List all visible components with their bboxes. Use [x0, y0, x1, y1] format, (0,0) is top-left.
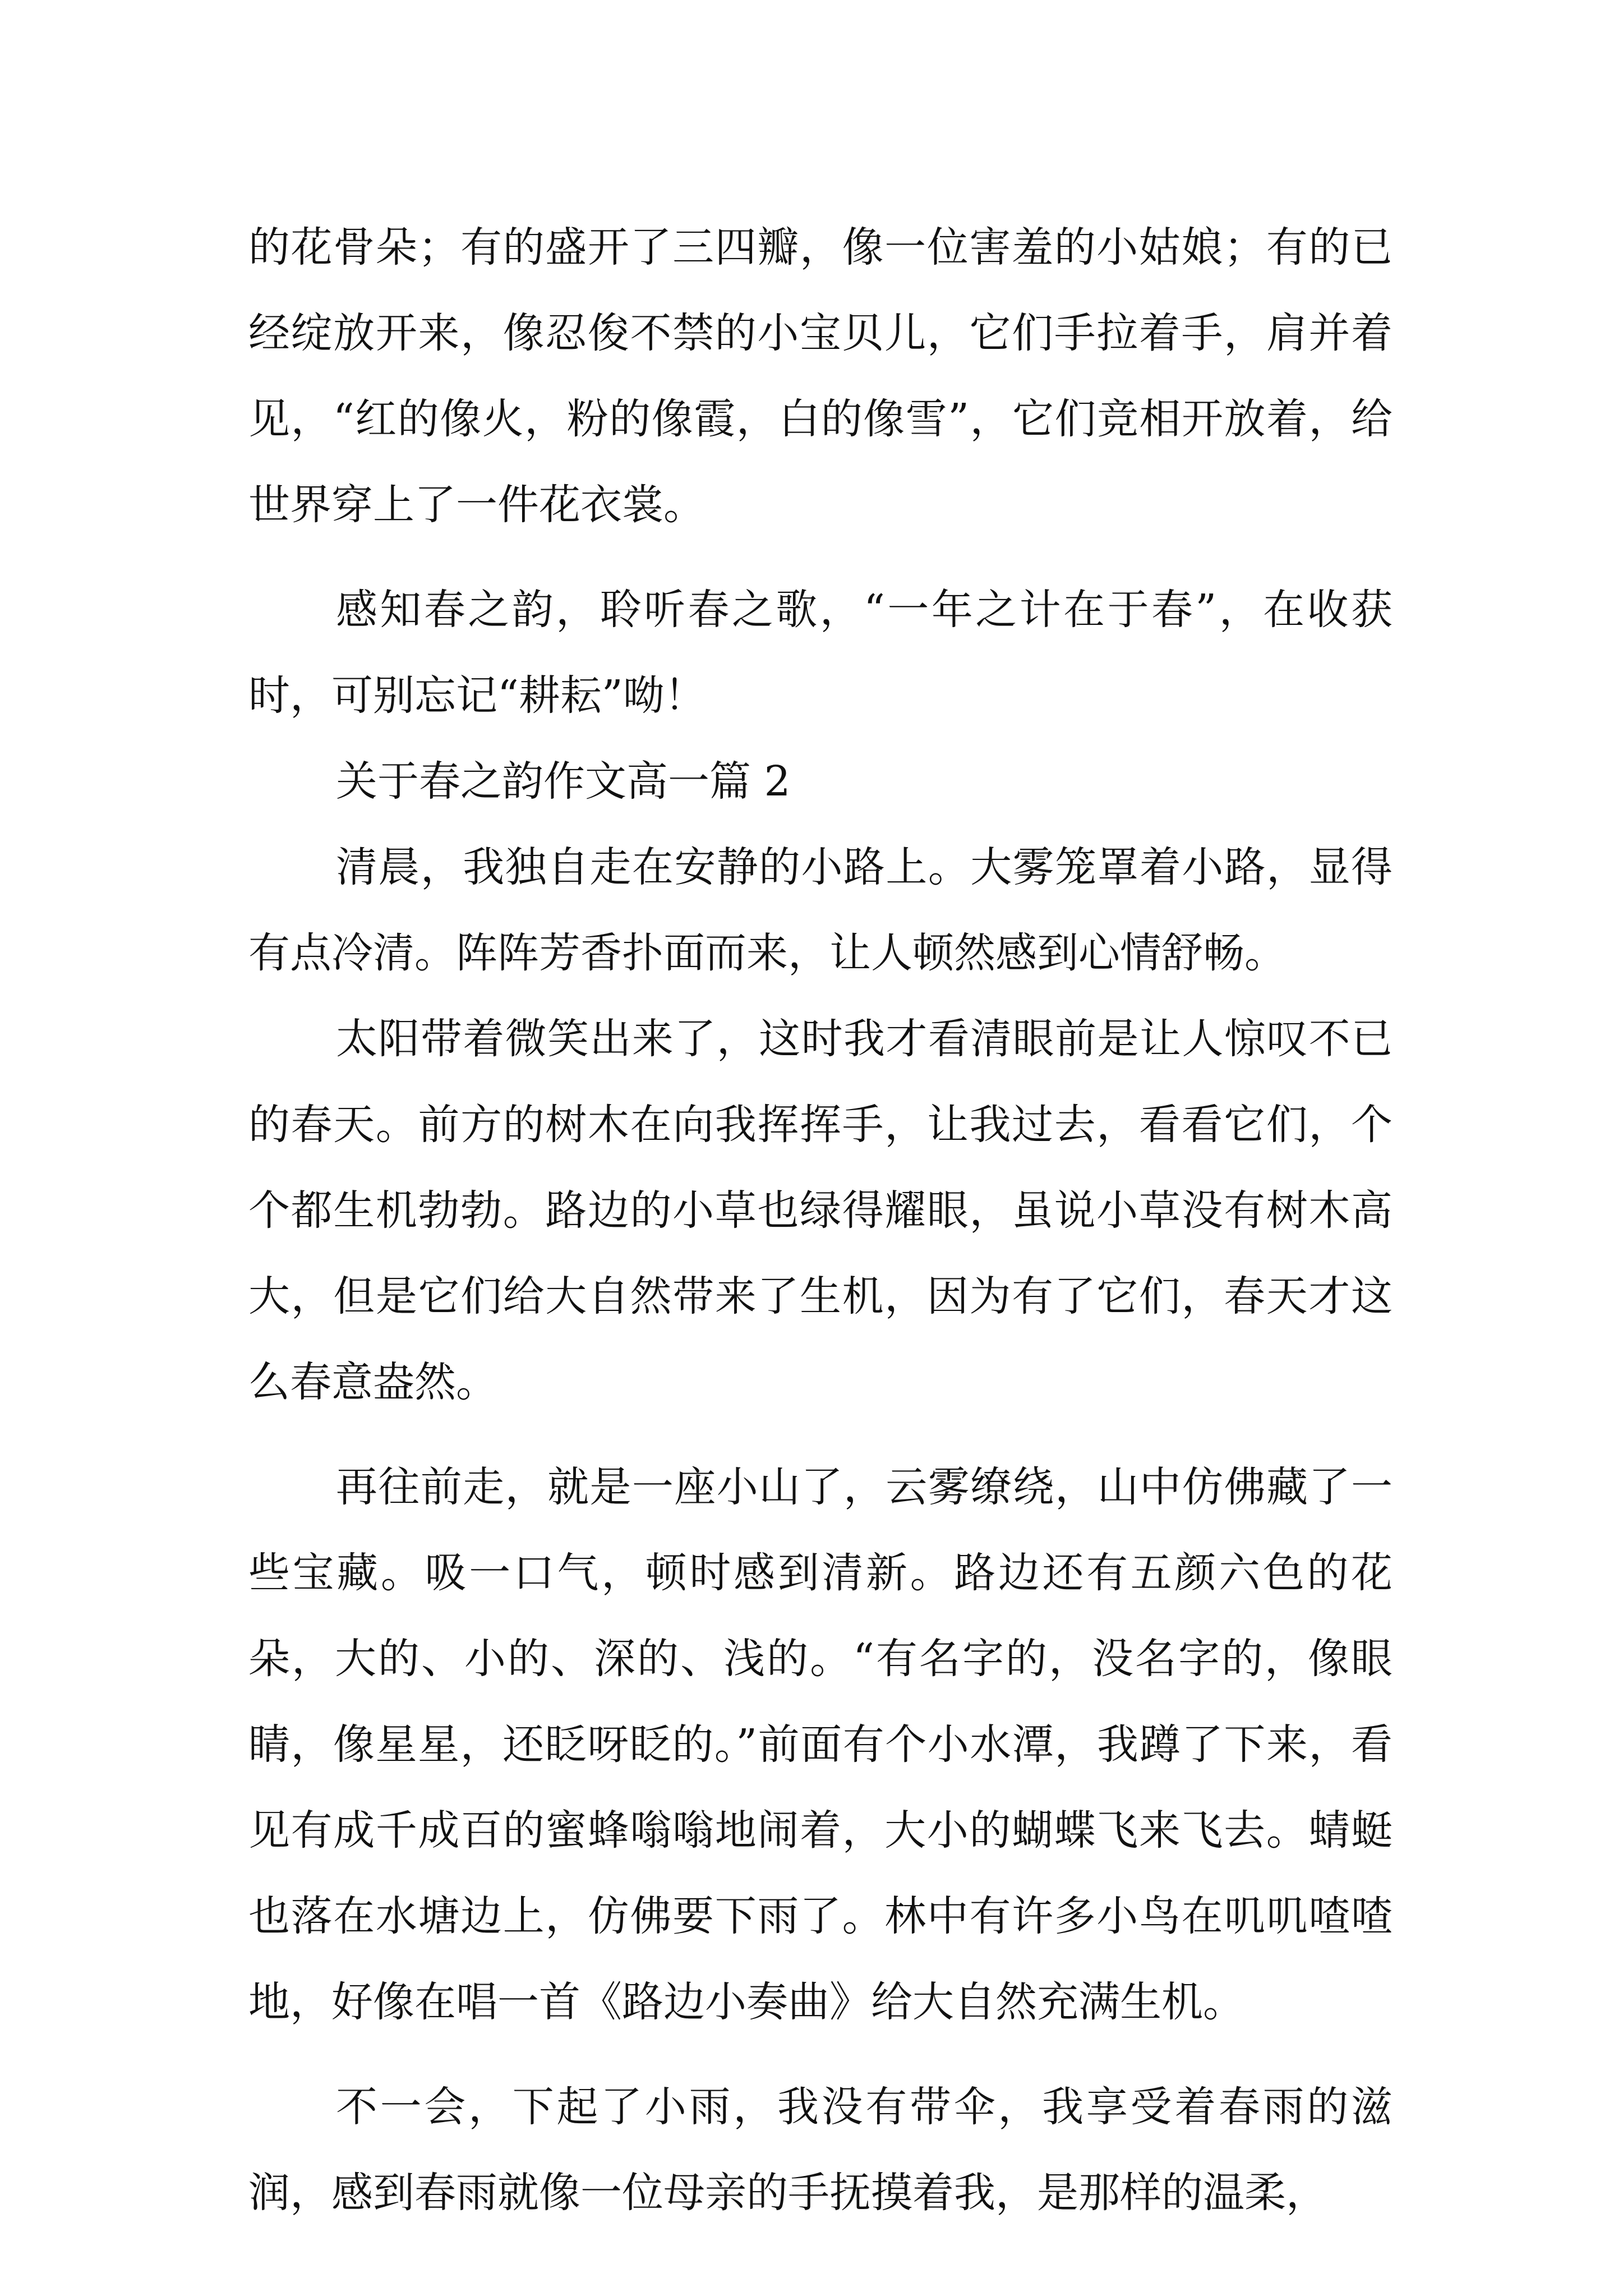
section-heading: 关于春之韵作文高一篇 2 [336, 757, 791, 806]
paragraph-continued: 的花骨朵；有的盛开了三四瓣，像一位害羞的小姑娘；有的已经绽放开来，像忍俊不禁的小宝贝儿，它们手拉着手，肩并着见，“红的像火，粉的像霞，白的像雪”，它们竞相开放着，给世界穿上了一件花衣裳。 [248, 223, 1393, 529]
paragraph-rain: 不一会，下起了小雨，我没有带伞，我享受着春雨的滋润，感到春雨就像一位母亲的手抚摸着我，是那样的温柔， [248, 2083, 1393, 2217]
paragraph-mountain: 再往前走，就是一座小山了，云雾缭绕，山中仿佛藏了一些宝藏。吸一口气，顿时感到清新。路边还有五颜六色的花朵，大的、小的、深的、浅的。“有名字的，没名字的，像眼睛，像星星，还眨呀眨的。”前面有个小水潭，我蹲了下来，看见有成千成百的蜜蜂嗡嗡地闹着，大小的蝴蝶飞来飞去。蜻蜓也落在水塘边上，仿佛要下雨了。林中有许多小鸟在叽叽喳喳地，好像在唱一首《路边小奏曲》给大自然充满生机。 [248, 1463, 1393, 2026]
body-text [248, 205, 1393, 2236]
paragraph-conclusion: 感知春之韵，聆听春之歌，“一年之计在于春”，在收获时，可别忘记“耕耘”呦！ [248, 586, 1393, 720]
paragraph-morning: 清晨，我独自走在安静的小路上。大雾笼罩着小路，显得有点冷清。阵阵芳香扑面而来，让人顿然感到心情舒畅。 [248, 843, 1393, 977]
paragraph-sun: 太阳带着微笑出来了，这时我才看清眼前是让人惊叹不已的春天。前方的树木在向我挥挥手，让我过去，看看它们，个个都生机勃勃。路边的小草也绿得耀眼，虽说小草没有树木高大，但是它们给大自然带来了生机，因为有了它们，春天才这么春意盎然。 [248, 1015, 1393, 1406]
